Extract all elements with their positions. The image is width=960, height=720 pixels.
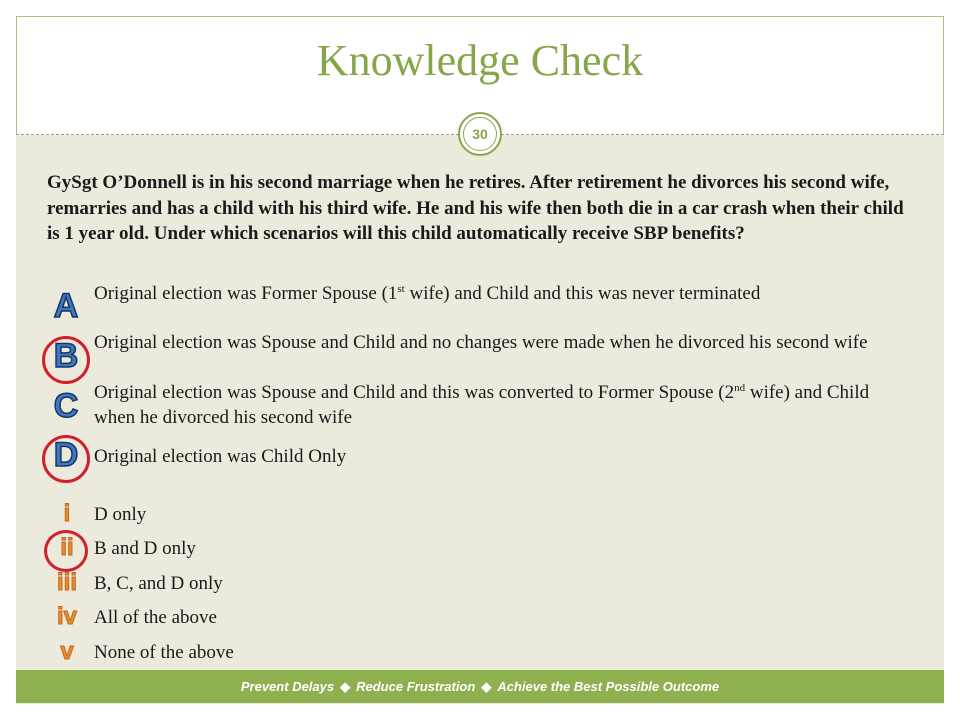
footer-bar (16, 670, 944, 703)
answer-text-v: None of the above (94, 642, 234, 663)
question-text: GySgt O’Donnell is in his second marriage when he retires. After retirement he divorces his second wife, remarries and has a child with his third wife. He and his wife then both die in a car crash when their child is 1 year old. Under which scenarios will this child automatically receive SBP benefits? (47, 172, 904, 244)
answer-numeral-v: v (60, 638, 74, 665)
footer-text-3: Achieve the Best Possible Outcome (497, 679, 720, 694)
answer-numeral-i: i (63, 500, 71, 527)
page-number-badge (458, 112, 502, 156)
selection-circle-option-b (42, 336, 90, 384)
option-text-b: Original election was Spouse and Child and no changes were made when he divorced his second wife (94, 332, 868, 353)
selection-circle-answer-ii (44, 530, 88, 572)
selection-circle-option-d (42, 435, 90, 483)
option-text-c: Original election was Spouse and Child and this was converted to Former Spouse (2nd wife) and Child when he divorced his second wife (94, 382, 870, 428)
option-letter-b: B (53, 337, 79, 375)
footer-text-2: Reduce Frustration (356, 679, 476, 694)
option-letter-d: D (53, 436, 79, 474)
footer-separator-2: ◆ (481, 678, 492, 694)
answer-numeral-iv: iv (56, 603, 77, 630)
option-letter-c: C (53, 387, 79, 425)
answer-numeral-ii: ii (60, 534, 74, 561)
option-text-d: Original election was Child Only (94, 446, 347, 467)
option-letter-a: A (53, 287, 79, 325)
answer-numeral-iii: iii (56, 569, 77, 596)
answer-text-i: D only (94, 504, 147, 525)
footer-separator-1: ◆ (340, 678, 351, 694)
slide-title: Knowledge Check (316, 36, 644, 85)
footer-text-1: Prevent Delays (240, 679, 335, 694)
option-text-a: Original election was Former Spouse (1st wife) and Child and this was never terminated (94, 283, 761, 304)
answer-text-iii: B, C, and D only (94, 573, 223, 594)
answer-text-ii: B and D only (94, 538, 196, 559)
answer-text-iv: All of the above (94, 607, 217, 628)
page-number: 30 (463, 117, 497, 151)
